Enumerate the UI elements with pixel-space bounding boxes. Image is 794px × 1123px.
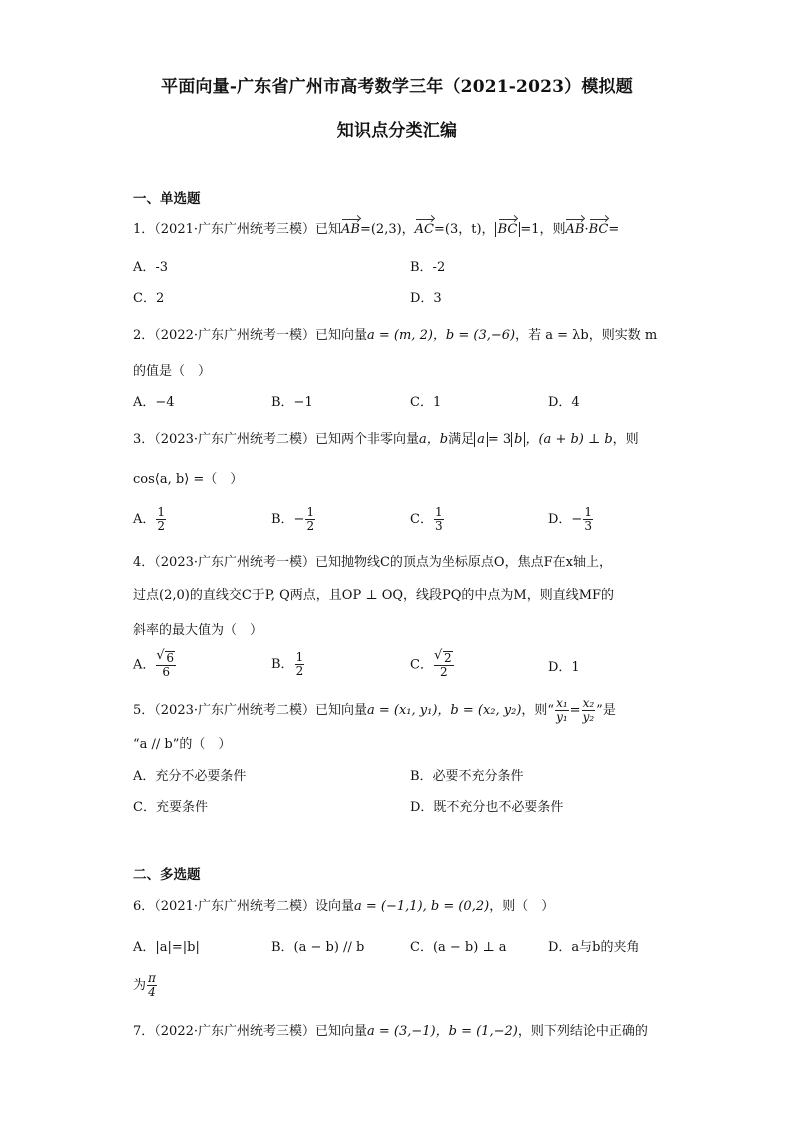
q3-prefix: 3．（2023·广东广州统考二模）已知两个非零向量: [133, 432, 419, 447]
q3-abs-b: b: [511, 432, 525, 447]
q1-option-b: B．-2: [410, 260, 446, 275]
q6-option-b: B．(a − b) // b: [271, 940, 365, 955]
vector-ab-2: AB: [565, 222, 585, 237]
q1-option-d: D．3: [410, 291, 442, 306]
q1-option-c: C．2: [133, 291, 165, 306]
q5-option-b: B．必要不充分条件: [410, 769, 524, 784]
q5-option-d: D．既不充分也不必要条件: [410, 800, 564, 815]
q2-condition: ，若 a = λb: [515, 328, 589, 343]
dot-operator: ·: [584, 222, 589, 237]
q1-bc-value: =1，则: [520, 222, 566, 237]
q6-def: a = (−1,1), b = (0,2): [354, 899, 490, 914]
q3-abs-a: a: [474, 432, 488, 447]
q3-option-a: A． $\frac{1}{2}$: [133, 505, 166, 533]
q2-prefix: 2．（2022·广东广州统考一模）已知向量: [133, 328, 367, 343]
question-2-line-2: 的值是（ ）: [133, 364, 212, 379]
q1-ac-value: =(3，t)，: [434, 222, 495, 237]
question-3-line-2: cos⟨a, b⟩ =（ ）: [133, 472, 244, 487]
q7-def: a = (3,−1)，b = (1,−2): [367, 1024, 518, 1039]
section-single-choice: 一、单选题: [133, 191, 201, 207]
vector-ac: AC: [414, 222, 435, 237]
question-5: 5．（2023·广东广州统考二模）已知向量a = (x₁, y₁)，b = (x₂, y₂)，则“ $\frac{\text{x₁}}{\text{y₁}}$ = $\frac{\text{x₂}}{\text{y₂}}$ ”是: [133, 696, 616, 724]
q3-eq: = 3: [487, 432, 512, 447]
document-title: 平面向量-广东省广州市高考数学三年（2021-2023）模拟题: [161, 77, 633, 97]
q2-tail: ，则实数 m: [588, 328, 658, 343]
q3-tail: ，则: [612, 432, 639, 447]
question-4: 4．（2023·广东广州统考一模）已知抛物线C的顶点为坐标原点O，焦点F在x轴上，: [133, 555, 612, 570]
question-4-line-2: 过点(2,0)的直线交C于P, Q两点，且OP ⊥ OQ，线段PQ的中点为M，则直线MF的: [133, 588, 615, 603]
q3-option-b: B．− $\frac{1}{2}$: [271, 505, 315, 533]
q6-option-d: D．a与b的夹角: [548, 940, 640, 955]
vector-bc-2: BC: [588, 222, 609, 237]
question-4-line-3: 斜率的最大值为（ ）: [133, 623, 264, 638]
question-1-prefix: 1．（2021·广东广州统考三模）已知: [133, 222, 341, 237]
q1-equals: =: [608, 222, 620, 237]
q2-option-c: C．1: [410, 395, 442, 410]
document-subtitle: 知识点分类汇编: [336, 121, 458, 141]
q6-option-d-cont: 为 $\frac{\pi}{4}$: [133, 971, 156, 999]
q5-a-def: a = (x₁, y₁): [367, 703, 438, 718]
question-6: 6．（2021·广东广州统考二模）设向量a = (−1,1), b = (0,2)，则（ ）: [133, 899, 555, 914]
q3-option-d: D．− $\frac{1}{3}$: [548, 505, 592, 533]
question-1: [133, 218, 619, 237]
q2-option-b: B．−1: [271, 395, 313, 410]
vector-ab: AB: [341, 222, 360, 237]
q2-option-d: D．4: [548, 395, 580, 410]
vector-bc: BC: [497, 222, 518, 237]
q6-option-a: A．|a|=|b|: [133, 940, 200, 955]
q3-condition: ，(a + b) ⊥ b: [525, 432, 613, 447]
question-3: [133, 428, 639, 447]
q2-a-def: a = (m, 2): [367, 328, 433, 343]
q4-option-d: D．1: [548, 660, 580, 675]
q2-b-def: ，b = (3,−6): [432, 328, 516, 343]
question-7: 7．（2022·广东广州统考三模）已知向量a = (3,−1)，b = (1,−2)，则下列结论中正确的: [133, 1024, 648, 1039]
q5-option-c: C．充要条件: [133, 800, 208, 815]
q1-option-a: A．-3: [133, 260, 169, 275]
q5-b-def: ，b = (x₂, y₂): [437, 703, 522, 718]
q1-ab-value: =(2,3)，: [359, 222, 415, 237]
question-5-line-2: “a // b”的（ ）: [133, 737, 232, 752]
q4-option-b: B． $\frac{1}{2}$: [271, 650, 304, 678]
q2-option-a: A．−4: [133, 395, 175, 410]
q5-option-a: A．充分不必要条件: [133, 769, 247, 784]
q3-option-c: C． $\frac{1}{3}$: [410, 505, 443, 533]
q4-option-c: C． √ $\frac{2}{2}$: [410, 651, 455, 679]
q3-vectors: a，b: [419, 432, 449, 447]
q3-mid: 满足: [448, 432, 475, 447]
question-2: [133, 324, 657, 343]
section-multi-choice: 二、多选题: [133, 867, 201, 883]
q4-option-a: A． √ $\frac{6}{6}$: [133, 651, 177, 679]
q6-option-c: C．(a − b) ⊥ a: [410, 940, 507, 955]
